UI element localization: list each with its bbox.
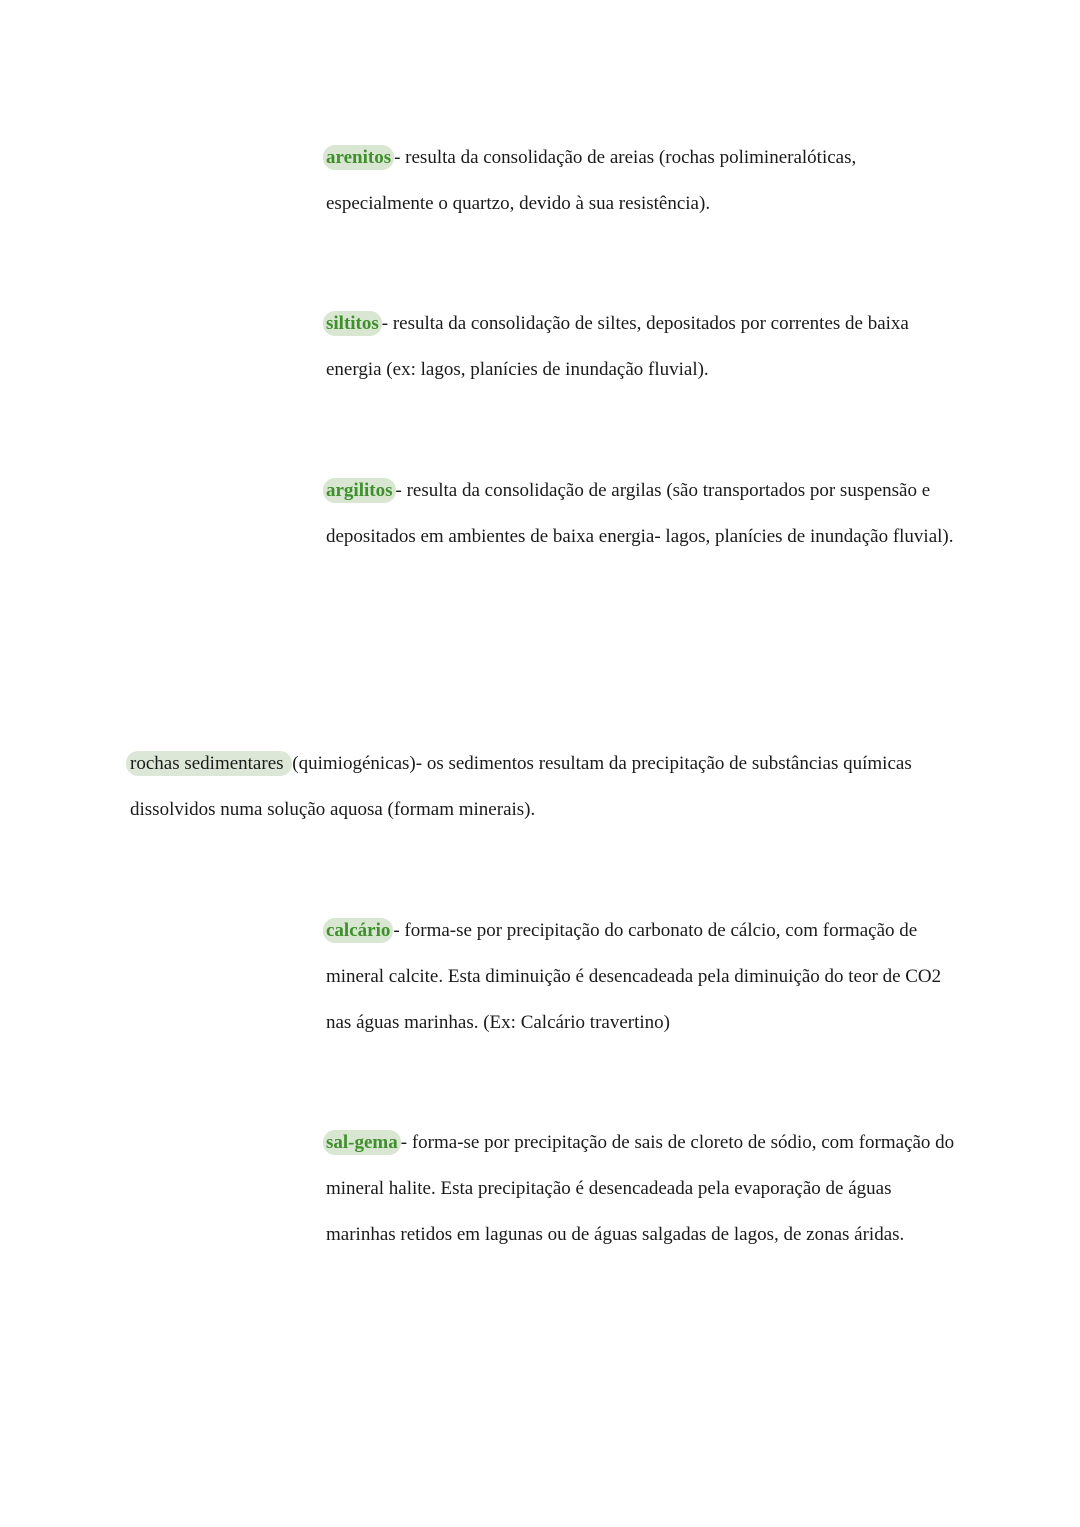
entry-arenitos	[326, 135, 956, 227]
entry-argilitos	[326, 468, 956, 560]
definition-sal-gema: - forma-se por precipitação de sais de cloreto de sódio, com formação do mineral halite. Esta precipitação é desencadeada pela evaporação de águas marinhas retidos em lagunas ou de águas salgadas de lagos, de zonas áridas.	[326, 1132, 955, 1245]
entry-calcario	[326, 908, 956, 1046]
section-chemical-rocks	[130, 741, 960, 833]
section-term: rochas sedimentares	[126, 751, 292, 776]
definition-argilitos: - resulta da consolidação de argilas (são transportados por suspensão e depositados em ambientes de baixa energia- lagos, planícies de inundação fluvial).	[326, 480, 954, 547]
entry-sal-gema	[326, 1120, 956, 1258]
term-siltitos: siltitos	[323, 311, 382, 336]
term-calcario: calcário	[323, 918, 393, 943]
term-arenitos: arenitos	[323, 145, 394, 170]
entry-siltitos	[326, 301, 956, 393]
definition-calcario: - forma-se por precipitação do carbonato de cálcio, com formação de mineral calcite. Esta diminuição é desencadeada pela diminuição do teor de CO2 nas águas marinhas. (Ex: Calcário travertino)	[326, 920, 942, 1033]
term-sal-gema: sal-gema	[323, 1130, 401, 1155]
section-definition: (quimiogénicas)- os sedimentos resultam da precipitação de substâncias químicas dissolvidos numa solução aquosa (formam minerais).	[130, 753, 912, 820]
term-argilitos: argilitos	[323, 478, 396, 503]
definition-arenitos: - resulta da consolidação de areias (rochas polimineralóticas, especialmente o quartzo, devido à sua resistência).	[326, 147, 857, 214]
definition-siltitos: - resulta da consolidação de siltes, depositados por correntes de baixa energia (ex: lagos, planícies de inundação fluvial).	[326, 313, 909, 380]
